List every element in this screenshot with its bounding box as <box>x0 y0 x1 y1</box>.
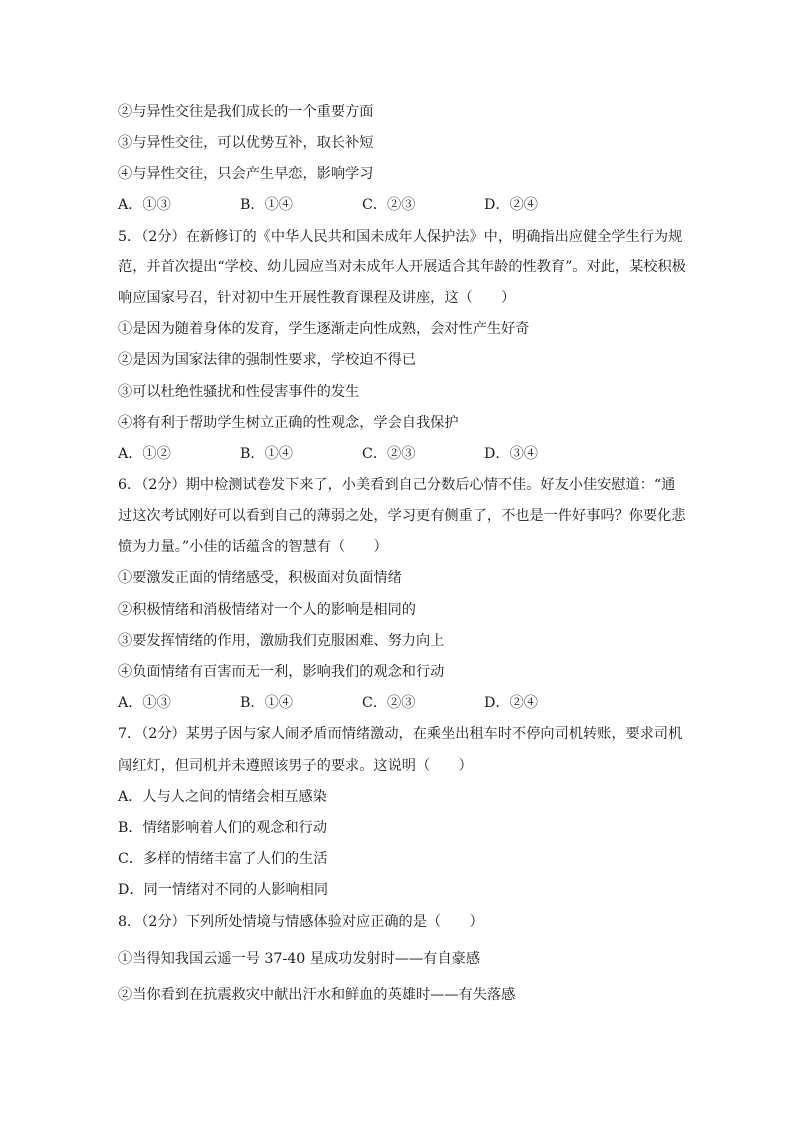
option-a: A．①③ <box>118 197 171 213</box>
option-c: C．②③ <box>362 446 416 462</box>
choice-q7-c: C．多样的情绪丰富了人们的生活 <box>118 851 328 867</box>
option-a: A．①③ <box>118 695 171 711</box>
question-6-line-1: 6．（2分）期中检测试卷发下来了，小美看到自己分数后心情不佳。好友小佳安慰道：“通 <box>118 477 676 493</box>
question-6-line-3: 愤为力量。”小佳的话蕴含的智慧有（ ） <box>118 539 388 555</box>
option-c: C．②③ <box>362 197 416 213</box>
question-5-line-1: 5．（2分）在新修订的《中华人民共和国未成年人保护法》中，明确指出应健全学生行为规 <box>118 229 683 245</box>
option-c: C．②③ <box>362 695 416 711</box>
option-d: D．②④ <box>484 695 538 711</box>
option-b: B．①④ <box>240 695 293 711</box>
question-5-line-2: 范，并首次提出“学校、幼儿园应当对未成年人开展适合其年龄的性教育”。对此，某校积极 <box>118 259 686 275</box>
statement-q5-1: ①是因为随着身体的发育，学生逐渐走向性成熟，会对性产生好奇 <box>118 321 530 337</box>
statement-q6-3: ③要发挥情绪的作用，激励我们克服困难、努力向上 <box>118 633 445 649</box>
statement-q6-1: ①要激发正面的情绪感受，积极面对负面情绪 <box>118 570 402 586</box>
option-b: B．①④ <box>240 197 293 213</box>
question-8-line-1: 8．（2分）下列所处情境与情感体验对应正确的是（ ） <box>118 914 484 930</box>
statement-q6-2: ②积极情绪和消极情绪对一个人的影响是相同的 <box>118 602 416 618</box>
statement-q4-2: ②与异性交往是我们成长的一个重要方面 <box>118 104 374 120</box>
statement-q5-2: ②是因为国家法律的强制性要求，学校迫不得已 <box>118 352 416 368</box>
statement-q5-4: ④将有利于帮助学生树立正确的性观念，学会自我保护 <box>118 415 459 431</box>
choice-q7-d: D．同一情绪对不同的人影响相同 <box>118 882 329 898</box>
option-a: A．①② <box>118 446 171 462</box>
statement-q4-3: ③与异性交往，可以优势互补，取长补短 <box>118 135 374 151</box>
question-7-line-2: 闯红灯，但司机并未遵照该男子的要求。这说明（ ） <box>118 758 473 774</box>
question-7-line-1: 7．（2分）某男子因与家人闹矛盾而情绪激动，在乘坐出租车时不停向司机转账，要求司机 <box>118 726 683 742</box>
statement-q6-4: ④负面情绪有百害而无一利，影响我们的观念和行动 <box>118 664 445 680</box>
statement-q5-3: ③可以杜绝性骚扰和性侵害事件的发生 <box>118 384 360 400</box>
option-d: D．②④ <box>484 197 538 213</box>
statement-q4-4: ④与异性交往，只会产生早恋，影响学习 <box>118 166 374 182</box>
choice-q7-a: A．人与人之间的情绪会相互感染 <box>118 789 327 805</box>
option-b: B．①④ <box>240 446 293 462</box>
statement-q8-1: ①当得知我国云遥一号 37-40 星成功发射时——有自豪感 <box>118 951 481 967</box>
choice-q7-b: B．情绪影响着人们的观念和行动 <box>118 820 328 836</box>
question-5-line-3: 响应国家号召，针对初中生开展性教育课程及讲座，这（ ） <box>118 290 516 306</box>
statement-q8-2: ②当你看到在抗震救灾中献出汗水和鲜血的英雄时——有失落感 <box>118 987 516 1003</box>
question-6-line-2: 过这次考试刚好可以看到自己的薄弱之处，学习更有侧重了，不也是一件好事吗？你要化悲 <box>118 508 686 524</box>
option-d: D．③④ <box>484 446 538 462</box>
